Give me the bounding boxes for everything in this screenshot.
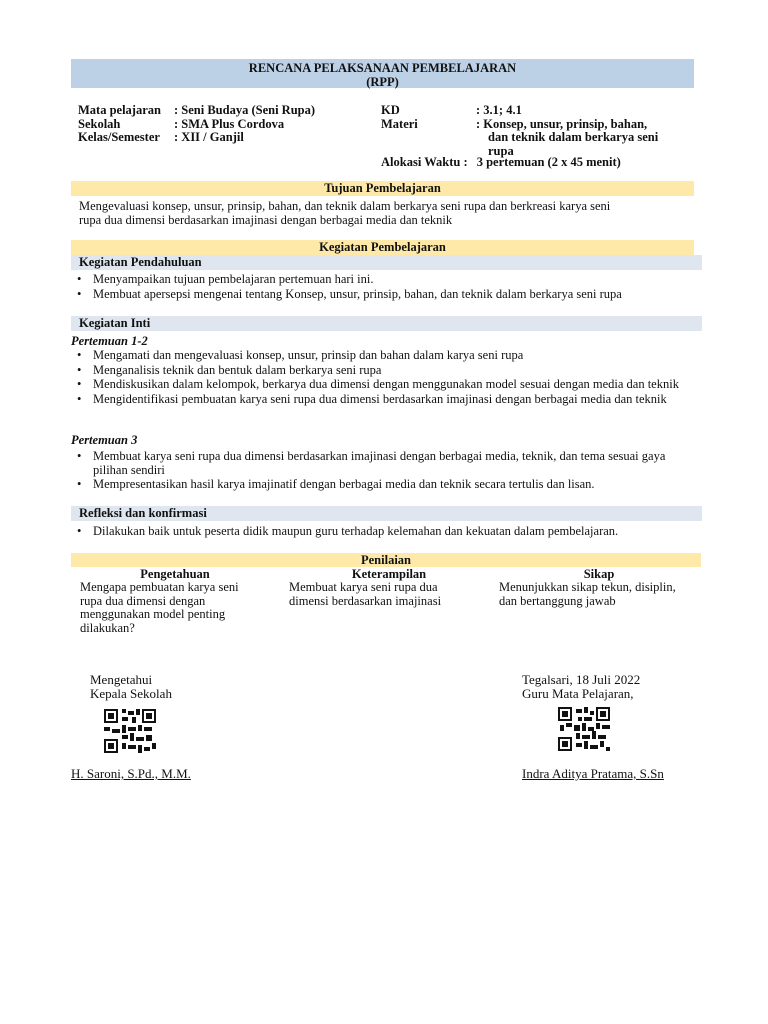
tujuan-text [79,199,694,227]
alokasi-value: 3 pertemuan (2 x 45 menit) [476,155,621,169]
list-item: • Mendiskusikan dalam kelompok, berkarya dua dimensi dengan menggunakan model sesuai dengan media dan teknik [73,378,693,392]
alokasi-label: Alokasi Waktu : [381,155,468,169]
penilaian-heading: Penilaian [71,553,701,567]
title-line-2: (RPP) [366,75,399,89]
list-item: • Menganalisis teknik dan bentuk dalam berkarya seni rupa [73,364,693,378]
pendahuluan-heading: Kegiatan Pendahuluan [71,255,702,270]
title-line-1: RENCANA PELAKSANAAN PEMBELAJARAN [248,61,517,75]
sekolah-label: Sekolah [78,116,121,131]
sikap-text: Menunjukkan sikap tekun, disiplin, dan bertanggung jawab [499,580,676,608]
tujuan-text-line-2: rupa dua dimensi berdasarkan imajinasi dengan berbagai media dan teknik [79,213,453,227]
kd-label: KD [381,103,400,117]
mengetahui-text: Mengetahui [90,672,153,687]
materi-value-2: dan teknik dalam berkarya seni [488,130,659,144]
list-item: • Mempresentasikan hasil karya imajinatif dengan berbagai media dan teknik secara tertulis dan lisan. [73,478,693,492]
place-date-text: Tegalsari, 18 Juli 2022 [522,672,641,687]
list-item: • Mengamati dan mengevaluasi konsep, unsur, prinsip dan bahan dalam karya seni rupa [73,349,693,363]
sikap-heading: Sikap [583,567,615,581]
list-item: • Mengidentifikasi pembuatan karya seni rupa dua dimensi berdasarkan imajinasi dengan berbagai media dan teknik [73,393,693,407]
guru-name: Indra Aditya Pratama, S.Sn [522,766,664,781]
qr-code-icon [558,707,610,751]
tujuan-text-line-1: Mengevaluasi konsep, unsur, prinsip, bahan, dan teknik dalam berkarya seni rupa dan berkreasi karya seni [79,199,611,213]
list-item: • Menyampaikan tujuan pembelajaran pertemuan hari ini. [73,273,693,287]
pengetahuan-heading: Pengetahuan [140,567,210,581]
alokasi-row [381,156,621,170]
materi-value-1: : Konsep, unsur, prinsip, bahan, [476,116,648,131]
kepala-sekolah-text: Kepala Sekolah [90,686,172,701]
list-item: • Dilakukan baik untuk peserta didik maupun guru terhadap kelemahan dan kekuatan dalam pembelajaran. [73,525,693,539]
info-left-values [174,104,315,145]
list-item: • Membuat karya seni rupa dua dimensi berdasarkan imajinasi dengan berbagai media, teknik, dan tema sesuai gaya pilihan sendiri [73,450,693,477]
kelas-label: Kelas/Semester [78,130,160,144]
info-right-labels [381,104,418,131]
document-title [71,59,694,88]
qr-code-icon [104,709,156,753]
keterampilan-text: Membuat karya seni rupa dua dimensi berdasarkan imajinasi [289,580,442,608]
kd-value: : 3.1; 4.1 [476,103,522,117]
keterampilan-heading: Keterampilan [351,567,427,581]
materi-value-3: rupa [488,143,514,158]
kepala-sekolah-name: H. Saroni, S.Pd., M.M. [71,766,191,781]
refleksi-heading: Refleksi dan konfirmasi [71,506,702,521]
pertemuan-12-list [73,349,693,407]
pertemuan-12-label: Pertemuan 1-2 [71,334,148,348]
mapel-label: Mata pelajaran [78,103,161,117]
pertemuan-3-label: Pertemuan 3 [71,433,138,447]
pengetahuan-text: Mengapa pembuatan karya seni rupa dua dimensi dengan menggunakan model penting dilakukan? [80,580,239,635]
pertemuan-3-list [73,450,693,493]
tujuan-heading: Tujuan Pembelajaran [71,181,694,196]
list-item: • Membuat apersepsi mengenai tentang Konsep, unsur, prinsip, bahan, dan teknik dalam berkarya seni rupa [73,288,693,302]
guru-mapel-text: Guru Mata Pelajaran, [522,686,634,701]
refleksi-list [73,525,693,540]
penilaian-col-keterampilan [289,567,489,608]
signature-right-block [522,673,640,701]
penilaian-col-sikap [499,567,699,608]
info-right-values [476,104,658,158]
kegiatan-heading: Kegiatan Pembelajaran [71,240,694,255]
kelas-value: : XII / Ganjil [174,130,244,144]
signature-left-block [90,673,172,701]
materi-label: Materi [381,116,418,131]
mapel-value: : Seni Budaya (Seni Rupa) [174,103,316,117]
sekolah-value: : SMA Plus Cordova [174,116,285,131]
info-left-labels [78,104,161,145]
penilaian-col-pengetahuan [80,567,270,635]
pendahuluan-list [73,273,693,302]
inti-heading: Kegiatan Inti [71,316,702,331]
